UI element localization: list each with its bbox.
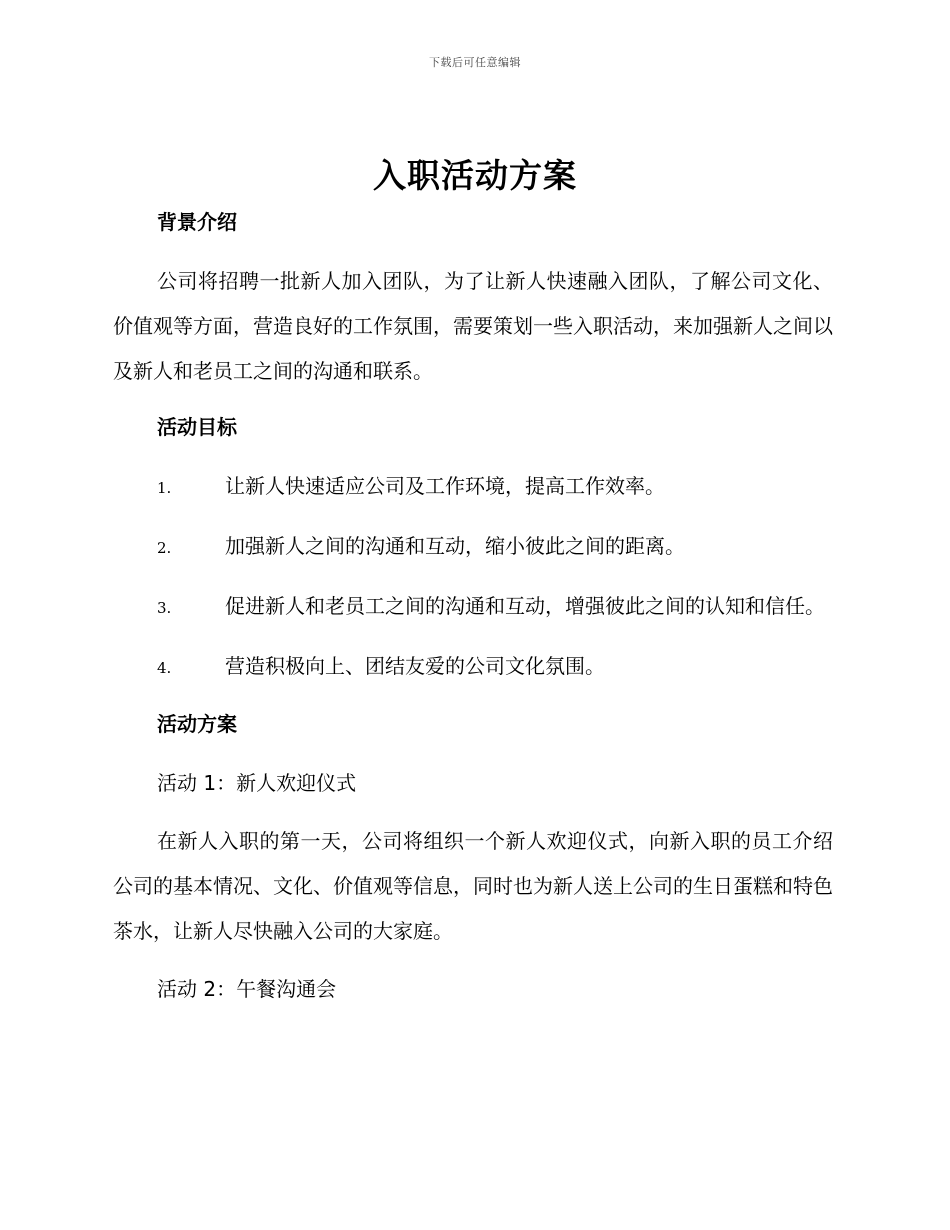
- background-paragraph: 公司将招聘一批新人加入团队，为了让新人快速融入团队，了解公司文化、价值观等方面，营造良好的工作氛围，需要策划一些入职活动，来加强新人之间以及新人和老员工之间的沟通和联系。: [113, 269, 833, 383]
- goal-number: 1.: [157, 479, 172, 497]
- goal-item: [113, 464, 833, 511]
- activity-1-label: 活动 1：新人欢迎仪式: [157, 771, 357, 795]
- goal-text: 让新人快速适应公司及工作环境，提高工作效率。: [225, 474, 665, 498]
- header-note: 下载后可任意编辑: [429, 56, 521, 69]
- activity-1-paragraph: 在新人入职的第一天，公司将组织一个新人欢迎仪式，向新入职的员工介绍公司的基本情况、文化、价值观等信息，同时也为新人送上公司的生日蛋糕和特色茶水，让新人尽快融入公司的大家庭。: [113, 829, 833, 943]
- goal-item: [113, 584, 833, 631]
- goal-number: 3.: [157, 599, 172, 617]
- document-title: 入职活动方案: [373, 156, 577, 195]
- section-heading-background: 背景介绍: [157, 210, 237, 234]
- goal-number: 2.: [157, 539, 172, 557]
- activity-2-label: 活动 2：午餐沟通会: [157, 977, 337, 1001]
- goal-item: [113, 524, 833, 571]
- goal-text: 促进新人和老员工之间的沟通和互动，增强彼此之间的认知和信任。: [225, 594, 825, 618]
- section-heading-plan: 活动方案: [157, 712, 237, 736]
- goal-text: 加强新人之间的沟通和互动，缩小彼此之间的距离。: [225, 534, 685, 558]
- goal-item: [113, 644, 833, 691]
- section-heading-goals: 活动目标: [157, 415, 237, 439]
- goal-number: 4.: [157, 659, 172, 677]
- goal-text: 营造积极向上、团结友爱的公司文化氛围。: [225, 654, 605, 678]
- document-body: [113, 202, 833, 1025]
